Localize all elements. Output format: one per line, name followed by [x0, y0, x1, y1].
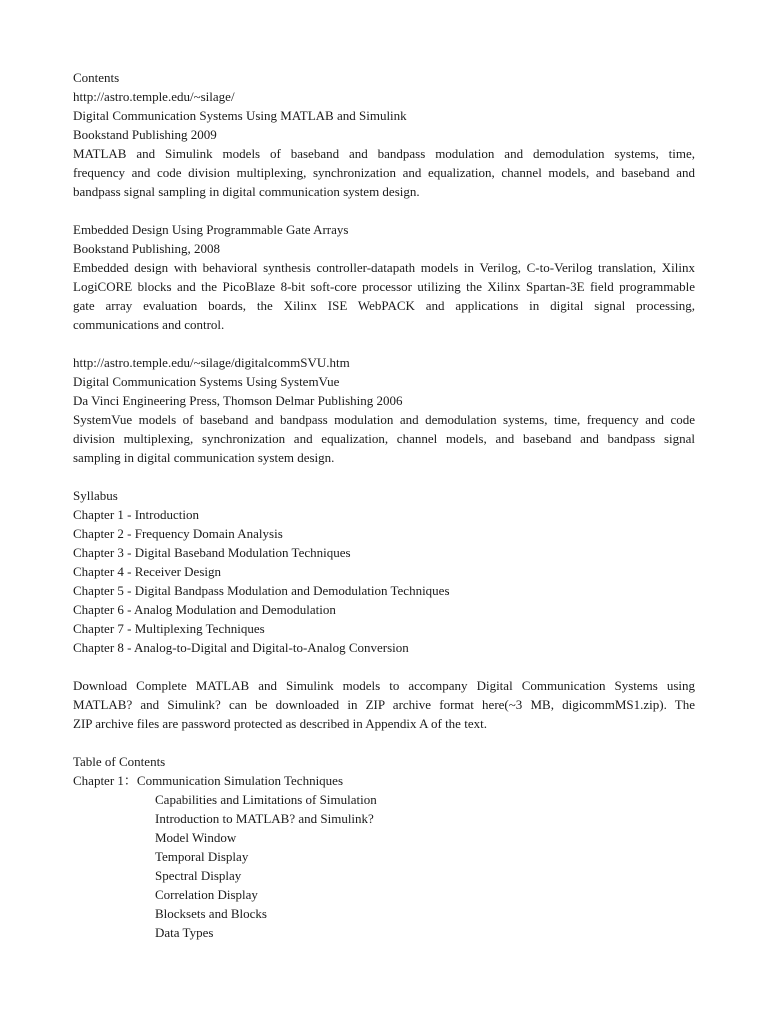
toc-item: Model Window: [155, 830, 237, 845]
toc-item: Correlation Display: [155, 887, 258, 902]
syllabus-chapter: Chapter 2 - Frequency Domain Analysis: [73, 526, 283, 541]
book2-title: Embedded Design Using Programmable Gate Arrays: [73, 222, 349, 237]
book1-publisher: Bookstand Publishing 2009: [73, 127, 217, 142]
book1-title: Digital Communication Systems Using MATLAB and Simulink: [73, 108, 407, 123]
toc-item: Spectral Display: [155, 868, 242, 883]
book3-description: [73, 410, 695, 467]
book3-desc-line: division multiplexing, synchronization and equalization, channel models, and baseband and bandpass signal: [73, 431, 695, 446]
book1-description: [73, 144, 695, 201]
syllabus-chapter: Chapter 7 - Multiplexing Techniques: [73, 621, 265, 636]
download-line: MATLAB? and Simulink? can be downloaded in ZIP archive format here(~3 MB, digicommMS1.zip). The: [73, 697, 695, 712]
book2-desc-line: communications and control.: [73, 317, 225, 332]
toc-item: Data Types: [155, 925, 214, 940]
syllabus-chapter: Chapter 4 - Receiver Design: [73, 564, 222, 579]
book2-desc-line: Embedded design with behavioral synthesis controller-datapath models in Verilog, C-to-Verilog translation, Xilinx: [73, 260, 695, 275]
download-paragraph: [73, 676, 695, 733]
syllabus-chapter: Chapter 5 - Digital Bandpass Modulation and Demodulation Techniques: [73, 583, 450, 598]
download-line: ZIP archive files are password protected as described in Appendix A of the text.: [73, 716, 487, 731]
book2-description: [73, 258, 695, 334]
syllabus-chapter: Chapter 3 - Digital Baseband Modulation Techniques: [73, 545, 351, 560]
toc-item: Introduction to MATLAB? and Simulink?: [155, 811, 374, 826]
book3-url-link[interactable]: http://astro.temple.edu/~silage/digitalcommSVU.htm: [73, 355, 350, 370]
download-line: Download Complete MATLAB and Simulink models to accompany Digital Communication Systems using: [73, 678, 695, 693]
author-url-link[interactable]: http://astro.temple.edu/~silage/: [73, 89, 235, 104]
book1-desc-line: frequency and code division multiplexing, synchronization and equalization, channel models, and baseband and: [73, 165, 695, 180]
spacer: [73, 657, 695, 676]
book2-desc-line: gate array evaluation boards, the Xilinx ISE WebPACK and applications in digital signal processing,: [73, 298, 695, 313]
book2-publisher: Bookstand Publishing, 2008: [73, 241, 220, 256]
contents-heading: Contents: [73, 70, 120, 85]
syllabus-heading: Syllabus: [73, 488, 118, 503]
syllabus-chapter: Chapter 8 - Analog-to-Digital and Digital-to-Analog Conversion: [73, 640, 409, 655]
syllabus-chapter: Chapter 1 - Introduction: [73, 507, 199, 522]
book3-desc-line: sampling in digital communication system design.: [73, 450, 335, 465]
syllabus-chapter: Chapter 6 - Analog Modulation and Demodulation: [73, 602, 336, 617]
book3-publisher: Da Vinci Engineering Press, Thomson Delmar Publishing 2006: [73, 393, 403, 408]
book1-desc-line: bandpass signal sampling in digital communication system design.: [73, 184, 420, 199]
toc-chapter-1: Chapter 1：Communication Simulation Techniques: [73, 773, 344, 788]
spacer: [73, 201, 695, 220]
toc-item: Blocksets and Blocks: [155, 906, 267, 921]
spacer: [73, 467, 695, 486]
toc-heading: Table of Contents: [73, 754, 166, 769]
book3-desc-line: SystemVue models of baseband and bandpass modulation and demodulation systems, time, frequency and code: [73, 412, 695, 427]
book3-title: Digital Communication Systems Using SystemVue: [73, 374, 340, 389]
book2-desc-line: LogiCORE blocks and the PicoBlaze 8-bit soft-core processor utilizing the Xilinx Spartan-3E field programmable: [73, 279, 695, 294]
spacer: [73, 733, 695, 752]
spacer: [73, 334, 695, 353]
toc-item: Capabilities and Limitations of Simulation: [155, 792, 377, 807]
toc-item: Temporal Display: [155, 849, 249, 864]
book1-desc-line: MATLAB and Simulink models of baseband and bandpass modulation and demodulation systems, time,: [73, 146, 695, 161]
